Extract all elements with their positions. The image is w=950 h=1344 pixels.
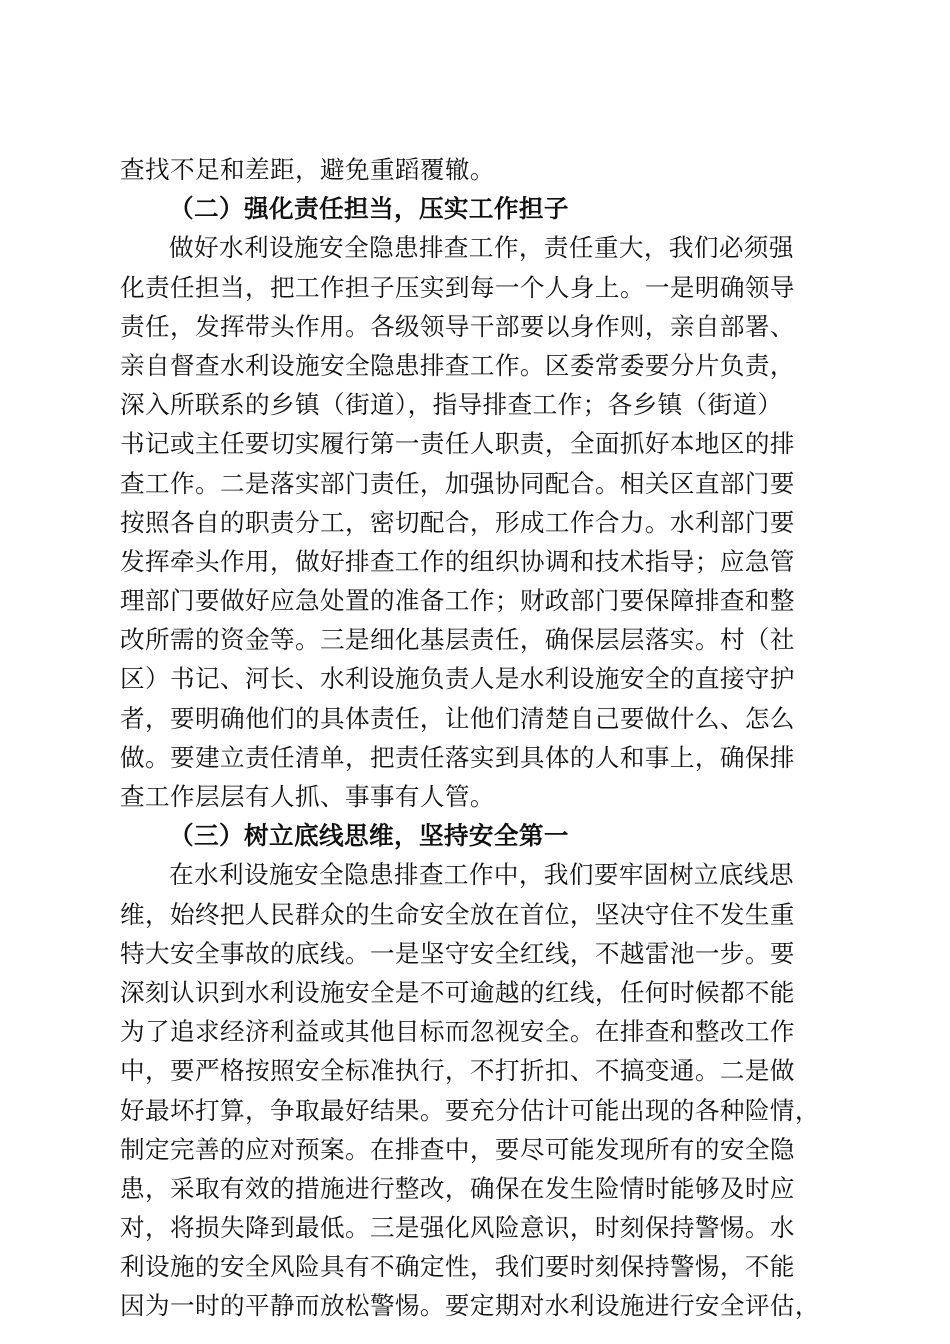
paragraph-line: 改所需的资金等。三是细化基层责任，确保层层落实。村（社: [120, 625, 795, 655]
paragraph-line: 在水利设施安全隐患排查工作中，我们要牢固树立底线思: [169, 860, 794, 890]
paragraph-line: 书记或主任要切实履行第一责任人职责，全面抓好本地区的排: [120, 429, 795, 459]
paragraph-line: 深入所联系的乡镇（街道），指导排查工作；各乡镇（街道）: [120, 390, 783, 420]
paragraph-line: 化责任担当，把工作担子压实到每一个人身上。一是明确领导: [120, 272, 795, 302]
section-heading-3: （三）树立底线思维，坚持安全第一: [169, 821, 569, 851]
paragraph-line: 区）书记、河长、水利设施负责人是水利设施安全的直接守护: [120, 664, 795, 694]
paragraph-line: 查找不足和差距，避免重蹈覆辙。: [120, 155, 495, 184]
paragraph-line: 对，将损失降到最低。三是强化风险意识，时刻保持警惕。水: [120, 1213, 795, 1243]
paragraph-line: 因为一时的平静而放松警惕。要定期对水利设施进行安全评估，: [120, 1291, 820, 1321]
document-body: [120, 150, 832, 1326]
paragraph-line: 亲自督查水利设施安全隐患排查工作。区委常委要分片负责，: [120, 350, 795, 380]
paragraph-line: 好最坏打算，争取最好结果。要充分估计可能出现的各种险情，: [120, 1095, 820, 1125]
paragraph-line: 查工作。二是落实部门责任，加强协同配合。相关区直部门要: [120, 468, 795, 498]
paragraph-line: 按照各自的职责分工，密切配合，形成工作合力。水利部门要: [120, 507, 795, 537]
paragraph-line: 维，始终把人民群众的生命安全放在首位，坚决守住不发生重: [120, 899, 795, 929]
paragraph-line: 中，要严格按照安全标准执行，不打折扣、不搞变通。二是做: [120, 1056, 795, 1086]
paragraph-line: 做好水利设施安全隐患排查工作，责任重大，我们必须强: [169, 233, 794, 263]
paragraph-line: 发挥牵头作用，做好排查工作的组织协调和技术指导；应急管: [120, 546, 795, 576]
paragraph-line: 利设施的安全风险具有不确定性，我们要时刻保持警惕，不能: [120, 1252, 795, 1282]
paragraph-line: 做。要建立责任清单，把责任落实到具体的人和事上，确保排: [120, 742, 795, 772]
section-heading-2: （二）强化责任担当，压实工作担子: [169, 194, 569, 224]
paragraph-line: 理部门要做好应急处置的准备工作；财政部门要保障排查和整: [120, 586, 795, 616]
paragraph-line: 患，采取有效的措施进行整改，确保在发生险情时能够及时应: [120, 1173, 795, 1203]
paragraph-line: 特大安全事故的底线。一是坚守安全红线，不越雷池一步。要: [120, 938, 795, 968]
paragraph-line: 者，要明确他们的具体责任，让他们清楚自己要做什么、怎么: [120, 703, 795, 733]
paragraph-line: 查工作层层有人抓、事事有人管。: [120, 782, 495, 811]
paragraph-line: 深刻认识到水利设施安全是不可逾越的红线，任何时候都不能: [120, 977, 795, 1007]
paragraph-line: 责任，发挥带头作用。各级领导干部要以身作则，亲自部署、: [120, 311, 795, 341]
paragraph-line: 为了追求经济利益或其他目标而忽视安全。在排查和整改工作: [120, 1017, 795, 1047]
paragraph-line: 制定完善的应对预案。在排查中，要尽可能发现所有的安全隐: [120, 1134, 795, 1164]
